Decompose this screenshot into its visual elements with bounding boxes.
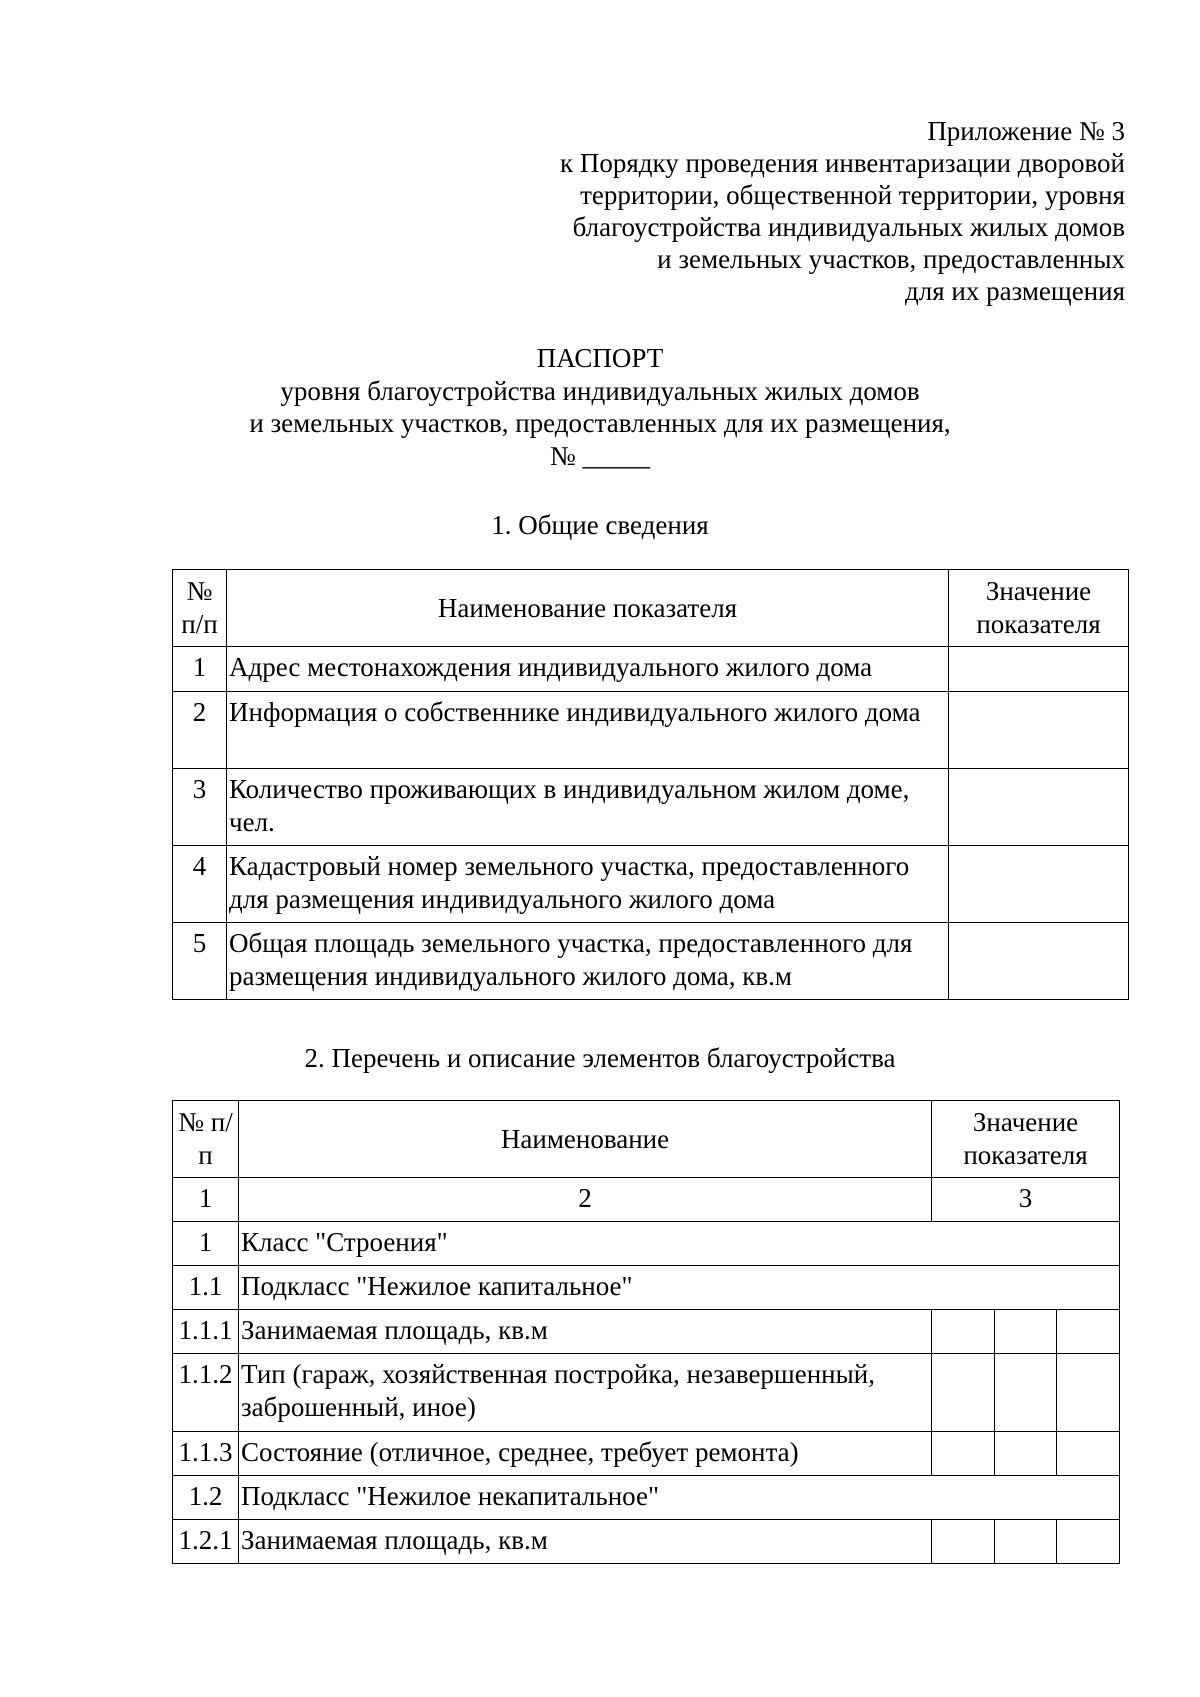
row-num: 1.2 [173, 1476, 239, 1520]
row-num: 3 [173, 769, 227, 846]
row-num: 1.2.1 [173, 1520, 239, 1564]
header-num: № п/п [173, 1101, 239, 1178]
row-name: Подкласс "Нежилое некапитальное" [239, 1476, 1120, 1520]
appendix-line: для их размещения [904, 276, 1125, 306]
title-line-1: уровня благоустройства индивидуальных жилых домов [280, 375, 920, 406]
row-num: 1.1 [173, 1266, 239, 1310]
elements-table [172, 1100, 1120, 1564]
value-cell [932, 1520, 995, 1564]
value-cell [1057, 1310, 1120, 1354]
row-name: Подкласс "Нежилое капитальное" [239, 1266, 1120, 1310]
table-row [173, 1266, 1120, 1310]
row-name: Занимаемая площадь, кв.м [239, 1310, 932, 1354]
title-line-2: и земельных участков, предоставленных для их размещения, [249, 408, 951, 438]
table-row [173, 1354, 1120, 1432]
appendix-line: к Порядку проведения инвентаризации дворовой [559, 148, 1125, 178]
row-num: 1.1.3 [173, 1432, 239, 1476]
appendix-line: территории, общественной территории, уровня [580, 180, 1125, 210]
appendix-block [480, 115, 1125, 307]
row-num: 2 [173, 692, 227, 769]
table-header-row [173, 570, 1129, 647]
row-name: Информация о собственнике индивидуального жилого дома [227, 692, 949, 769]
col-number-1: 1 [173, 1178, 239, 1222]
title-heading: ПАСПОРТ [536, 343, 664, 373]
value-cell [932, 1432, 995, 1476]
section-2-heading: 2. Перечень и описание элементов благоустройства [304, 1043, 896, 1073]
row-num: 1 [173, 1222, 239, 1266]
table-row [173, 1432, 1120, 1476]
column-number-row [173, 1178, 1120, 1222]
row-name: Состояние (отличное, среднее, требует ремонта) [239, 1432, 932, 1476]
col-number-2: 2 [239, 1178, 932, 1222]
row-value [949, 923, 1129, 1000]
value-cell [995, 1354, 1057, 1432]
general-info-table [172, 569, 1129, 1000]
row-num: 1.1.2 [173, 1354, 239, 1432]
appendix-line: благоустройства индивидуальных жилых домов [572, 212, 1125, 242]
header-value: Значение показателя [932, 1101, 1120, 1178]
table-row [173, 1476, 1120, 1520]
section-1-heading: 1. Общие сведения [491, 510, 709, 540]
row-num: 1.1.1 [173, 1310, 239, 1354]
row-name: Кадастровый номер земельного участка, предоставленного для размещения индивидуального жилого дома [227, 846, 949, 923]
row-num: 1 [173, 647, 227, 692]
header-name: Наименование [239, 1101, 932, 1178]
table-row [173, 647, 1129, 692]
value-cell [1057, 1432, 1120, 1476]
row-name: Класс "Строения" [239, 1222, 1120, 1266]
table-row [173, 1520, 1120, 1564]
col-number-3: 3 [932, 1178, 1120, 1222]
value-cell [932, 1354, 995, 1432]
table-row [173, 692, 1129, 769]
row-name: Общая площадь земельного участка, предоставленного для размещения индивидуального жилого дома, кв.м [227, 923, 949, 1000]
document-title [0, 342, 1200, 472]
value-cell [995, 1432, 1057, 1476]
table-row [173, 1222, 1120, 1266]
row-value [949, 846, 1129, 923]
table-row [173, 1310, 1120, 1354]
row-num: 5 [173, 923, 227, 1000]
row-name: Количество проживающих в индивидуальном жилом доме, чел. [227, 769, 949, 846]
title-number: № _____ [549, 440, 650, 471]
row-name: Адрес местонахождения индивидуального жилого дома [227, 647, 949, 692]
value-cell [995, 1520, 1057, 1564]
appendix-line: Приложение № 3 [927, 116, 1125, 146]
table-row [173, 923, 1129, 1000]
row-value [949, 692, 1129, 769]
row-value [949, 647, 1129, 692]
table-row [173, 846, 1129, 923]
header-num: № п/п [173, 570, 227, 647]
table-row [173, 769, 1129, 846]
row-value [949, 769, 1129, 846]
value-cell [995, 1310, 1057, 1354]
value-cell [932, 1310, 995, 1354]
header-value: Значение показателя [949, 570, 1129, 647]
appendix-line: и земельных участков, предоставленных [657, 244, 1125, 274]
value-cell [1057, 1520, 1120, 1564]
header-name: Наименование показателя [227, 570, 949, 647]
row-num: 4 [173, 846, 227, 923]
table-header-row [173, 1101, 1120, 1178]
row-name: Занимаемая площадь, кв.м [239, 1520, 932, 1564]
row-name: Тип (гараж, хозяйственная постройка, незавершенный, заброшенный, иное) [239, 1354, 932, 1432]
value-cell [1057, 1354, 1120, 1432]
